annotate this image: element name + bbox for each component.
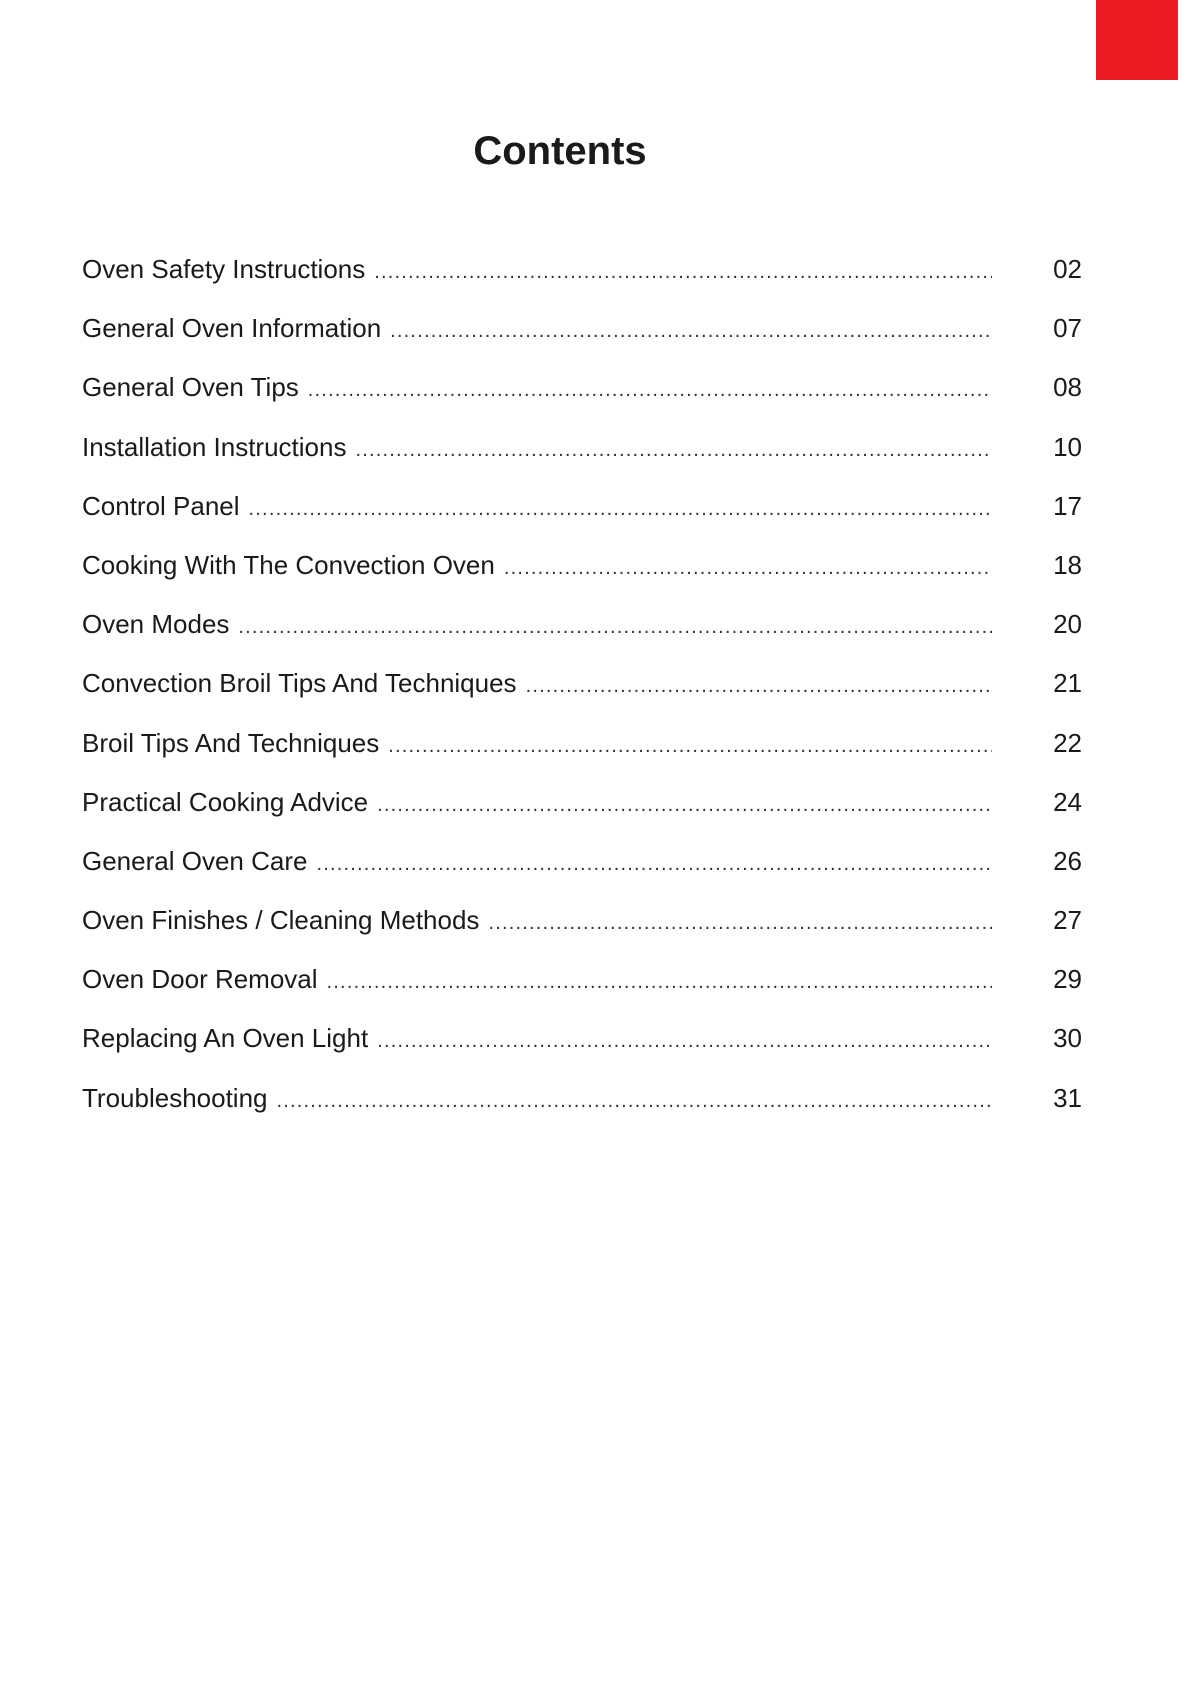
- toc-entry-page: 24: [1053, 786, 1082, 817]
- toc-entry[interactable]: [82, 311, 1082, 370]
- toc-entry[interactable]: [82, 1021, 1082, 1080]
- dot-leader: [504, 551, 992, 585]
- toc-entry-title: Installation Instructions: [82, 431, 347, 462]
- toc-entry-title: Practical Cooking Advice: [82, 786, 369, 817]
- toc-entry[interactable]: [82, 844, 1082, 903]
- toc-entry-page: 31: [1053, 1082, 1082, 1113]
- toc-entry-title: General Oven Information: [82, 313, 382, 344]
- dot-leader: [327, 965, 992, 999]
- toc-entry-title: Oven Modes: [82, 609, 230, 640]
- toc-entry[interactable]: [82, 548, 1082, 607]
- toc-entry-page: 07: [1053, 313, 1082, 344]
- toc-entry[interactable]: [82, 962, 1082, 1021]
- toc-entry-page: 17: [1053, 490, 1082, 521]
- toc-entry[interactable]: [82, 785, 1082, 844]
- toc-entry[interactable]: [82, 489, 1082, 548]
- dot-leader: [249, 492, 992, 526]
- dot-leader: [374, 255, 992, 289]
- toc-entry-title: Control Panel: [82, 490, 240, 521]
- toc-entry-page: 02: [1053, 254, 1082, 284]
- toc-entry-page: 08: [1053, 372, 1082, 403]
- dot-leader: [388, 729, 992, 763]
- toc-entry[interactable]: [82, 430, 1082, 489]
- toc-entry-page: 29: [1053, 964, 1082, 995]
- page-title: Contents: [473, 129, 647, 173]
- toc-entry[interactable]: [82, 370, 1082, 429]
- dot-leader: [488, 906, 992, 940]
- dot-leader: [308, 373, 992, 407]
- table-of-contents: [82, 252, 1082, 1140]
- toc-entry[interactable]: [82, 252, 1082, 311]
- toc-entry[interactable]: [82, 666, 1082, 725]
- toc-entry-page: 30: [1053, 1023, 1082, 1054]
- toc-entry-title: Oven Finishes / Cleaning Methods: [82, 905, 480, 936]
- toc-entry-title: Cooking With The Convection Oven: [82, 549, 495, 580]
- toc-entry-title: Oven Safety Instructions: [82, 254, 366, 284]
- toc-entry-title: Troubleshooting: [82, 1082, 268, 1113]
- toc-entry-page: 27: [1053, 905, 1082, 936]
- dot-leader: [316, 847, 992, 881]
- toc-entry-page: 18: [1053, 549, 1082, 580]
- toc-entry[interactable]: [82, 607, 1082, 666]
- toc-entry-title: General Oven Tips: [82, 372, 299, 403]
- toc-entry-page: 10: [1053, 431, 1082, 462]
- dot-leader: [390, 314, 992, 348]
- red-corner-tab: [1096, 0, 1178, 80]
- toc-entry-page: 20: [1053, 609, 1082, 640]
- toc-entry-page: 26: [1053, 845, 1082, 876]
- dot-leader: [377, 1024, 992, 1058]
- dot-leader: [377, 788, 992, 822]
- toc-entry[interactable]: [82, 726, 1082, 785]
- toc-entry-title: Oven Door Removal: [82, 964, 318, 995]
- toc-entry-title: General Oven Care: [82, 845, 308, 876]
- toc-entry-title: Broil Tips And Techniques: [82, 727, 380, 758]
- toc-entry-page: 22: [1053, 727, 1082, 758]
- dot-leader: [277, 1084, 993, 1118]
- toc-entry-title: Convection Broil Tips And Techniques: [82, 668, 517, 699]
- toc-entry[interactable]: [82, 903, 1082, 962]
- toc-entry[interactable]: [82, 1081, 1082, 1140]
- dot-leader: [238, 610, 992, 644]
- dot-leader: [526, 669, 992, 703]
- dot-leader: [355, 433, 992, 467]
- toc-entry-title: Replacing An Oven Light: [82, 1023, 369, 1054]
- toc-entry-page: 21: [1053, 668, 1082, 699]
